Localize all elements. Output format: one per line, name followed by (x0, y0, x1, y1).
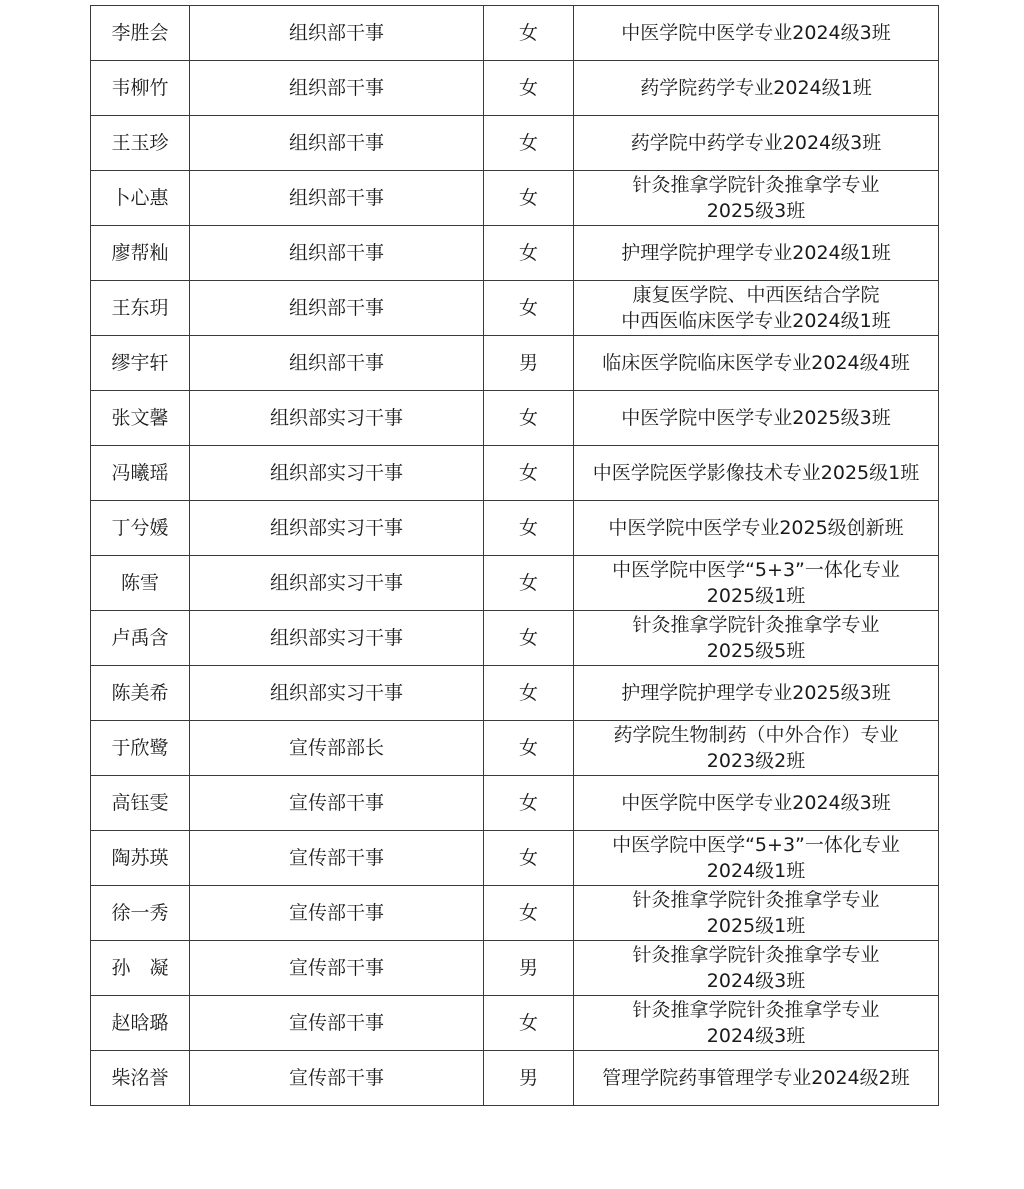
table-row (91, 941, 939, 996)
position-cell: 组织部实习干事 (190, 446, 484, 501)
table-row (91, 6, 939, 61)
table-row (91, 721, 939, 776)
gender-cell: 女 (484, 556, 574, 611)
table-row (91, 336, 939, 391)
position-cell: 组织部实习干事 (190, 556, 484, 611)
name-cell: 卜心惠 (91, 171, 190, 226)
name-cell: 韦柳竹 (91, 61, 190, 116)
gender-cell: 女 (484, 886, 574, 941)
table-row (91, 446, 939, 501)
position-cell: 组织部实习干事 (190, 391, 484, 446)
gender-cell: 女 (484, 611, 574, 666)
table-row (91, 391, 939, 446)
name-cell: 廖帮籼 (91, 226, 190, 281)
name-cell: 王玉珍 (91, 116, 190, 171)
position-cell: 宣传部干事 (190, 776, 484, 831)
table-row (91, 666, 939, 721)
name-cell: 丁兮媛 (91, 501, 190, 556)
table-row (91, 61, 939, 116)
class-cell: 药学院中药学专业2024级3班 (574, 116, 939, 171)
class-cell: 药学院生物制药（中外合作）专业 2023级2班 (574, 721, 939, 776)
table-row (91, 501, 939, 556)
class-cell: 管理学院药事管理学专业2024级2班 (574, 1051, 939, 1106)
position-cell: 宣传部干事 (190, 996, 484, 1051)
name-cell: 于欣鹭 (91, 721, 190, 776)
name-cell: 赵晗璐 (91, 996, 190, 1051)
position-cell: 组织部干事 (190, 116, 484, 171)
name-cell: 柴洺誉 (91, 1051, 190, 1106)
table-row (91, 171, 939, 226)
name-cell: 缪宇轩 (91, 336, 190, 391)
gender-cell: 女 (484, 721, 574, 776)
position-cell: 组织部干事 (190, 336, 484, 391)
table-row (91, 776, 939, 831)
gender-cell: 男 (484, 1051, 574, 1106)
class-cell: 中医学院中医学专业2024级3班 (574, 776, 939, 831)
member-roster-table (90, 5, 939, 1106)
table-row (91, 831, 939, 886)
class-cell: 护理学院护理学专业2024级1班 (574, 226, 939, 281)
gender-cell: 男 (484, 941, 574, 996)
name-cell: 王东玥 (91, 281, 190, 336)
class-cell: 中医学院中医学“5+3”一体化专业 2025级1班 (574, 556, 939, 611)
position-cell: 组织部干事 (190, 226, 484, 281)
position-cell: 宣传部干事 (190, 941, 484, 996)
class-cell: 中医学院中医学专业2024级3班 (574, 6, 939, 61)
position-cell: 组织部实习干事 (190, 611, 484, 666)
class-cell: 针灸推拿学院针灸推拿学专业 2025级5班 (574, 611, 939, 666)
gender-cell: 女 (484, 501, 574, 556)
class-cell: 中医学院医学影像技术专业2025级1班 (574, 446, 939, 501)
class-cell: 康复医学院、中西医结合学院 中西医临床医学专业2024级1班 (574, 281, 939, 336)
table-row (91, 611, 939, 666)
class-cell: 针灸推拿学院针灸推拿学专业 2024级3班 (574, 996, 939, 1051)
gender-cell: 女 (484, 391, 574, 446)
gender-cell: 女 (484, 281, 574, 336)
class-cell: 药学院药学专业2024级1班 (574, 61, 939, 116)
roster-body (91, 6, 939, 1106)
class-cell: 中医学院中医学专业2025级创新班 (574, 501, 939, 556)
name-cell: 张文馨 (91, 391, 190, 446)
position-cell: 组织部干事 (190, 281, 484, 336)
name-cell: 徐一秀 (91, 886, 190, 941)
class-cell: 针灸推拿学院针灸推拿学专业 2025级1班 (574, 886, 939, 941)
name-cell: 陶苏瑛 (91, 831, 190, 886)
gender-cell: 女 (484, 171, 574, 226)
name-cell: 高钰雯 (91, 776, 190, 831)
class-cell: 护理学院护理学专业2025级3班 (574, 666, 939, 721)
position-cell: 组织部干事 (190, 61, 484, 116)
class-cell: 中医学院中医学专业2025级3班 (574, 391, 939, 446)
table-row (91, 281, 939, 336)
position-cell: 组织部干事 (190, 6, 484, 61)
name-cell: 陈雪 (91, 556, 190, 611)
class-cell: 中医学院中医学“5+3”一体化专业 2024级1班 (574, 831, 939, 886)
position-cell: 组织部实习干事 (190, 666, 484, 721)
name-cell: 卢禹含 (91, 611, 190, 666)
name-cell: 孙 凝 (91, 941, 190, 996)
gender-cell: 女 (484, 831, 574, 886)
position-cell: 宣传部干事 (190, 1051, 484, 1106)
gender-cell: 女 (484, 226, 574, 281)
gender-cell: 女 (484, 61, 574, 116)
table-row (91, 996, 939, 1051)
class-cell: 针灸推拿学院针灸推拿学专业 2025级3班 (574, 171, 939, 226)
gender-cell: 女 (484, 776, 574, 831)
gender-cell: 女 (484, 116, 574, 171)
gender-cell: 女 (484, 666, 574, 721)
gender-cell: 女 (484, 446, 574, 501)
position-cell: 宣传部干事 (190, 831, 484, 886)
position-cell: 组织部实习干事 (190, 501, 484, 556)
table-row (91, 1051, 939, 1106)
position-cell: 宣传部干事 (190, 886, 484, 941)
gender-cell: 女 (484, 6, 574, 61)
table-row (91, 226, 939, 281)
table-row (91, 116, 939, 171)
class-cell: 临床医学院临床医学专业2024级4班 (574, 336, 939, 391)
name-cell: 陈美希 (91, 666, 190, 721)
name-cell: 李胜会 (91, 6, 190, 61)
table-row (91, 556, 939, 611)
name-cell: 冯曦瑶 (91, 446, 190, 501)
gender-cell: 女 (484, 996, 574, 1051)
position-cell: 宣传部部长 (190, 721, 484, 776)
position-cell: 组织部干事 (190, 171, 484, 226)
gender-cell: 男 (484, 336, 574, 391)
table-row (91, 886, 939, 941)
class-cell: 针灸推拿学院针灸推拿学专业 2024级3班 (574, 941, 939, 996)
